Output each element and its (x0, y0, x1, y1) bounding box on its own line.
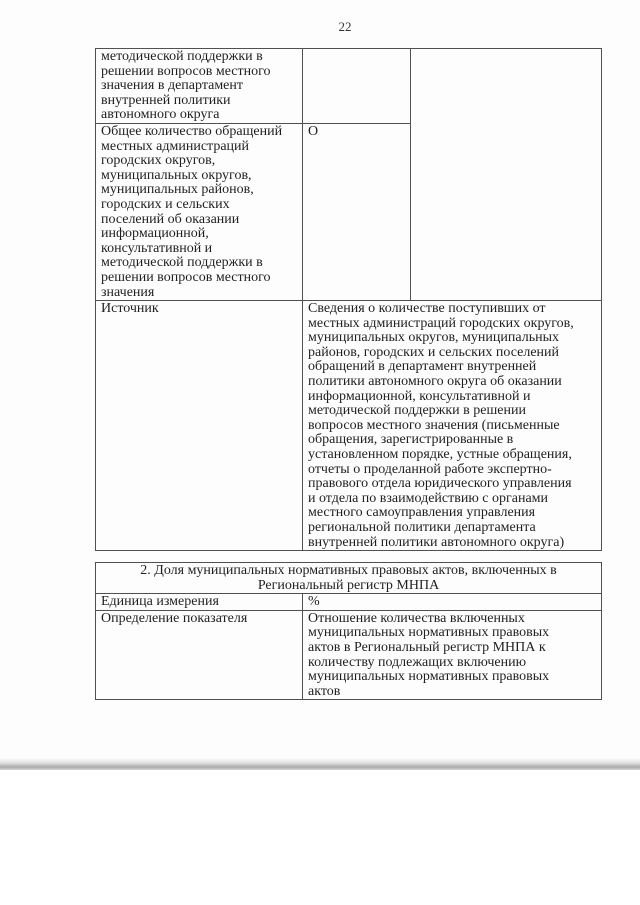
text-line: информационной, (101, 226, 209, 242)
merged-empty-cell (411, 49, 602, 301)
text-line: муниципальных округов, (101, 167, 252, 183)
text-line: Сведения о количестве поступивших от (308, 301, 546, 317)
unit-label: Единица измерения (101, 594, 219, 610)
definition-value-cell (303, 610, 602, 700)
text-line: значения (101, 284, 155, 300)
row2-value: О (308, 123, 319, 139)
text-line: региональной политики департамента (308, 520, 536, 535)
page-number: 22 (338, 19, 352, 34)
source-label: Источник (101, 301, 159, 317)
text-line: вопросов местного значения (письменные (308, 417, 560, 433)
table-row (96, 301, 602, 551)
text-line: методической поддержки в (101, 49, 263, 64)
text-line: местного самоуправления управления (308, 505, 536, 521)
text-line: поселений об оказании (101, 211, 240, 227)
text-line: районов, городских и сельских поселений (308, 344, 560, 360)
row1-value-cell (303, 49, 411, 124)
unit-label-cell (96, 594, 303, 611)
text-line: решении вопросов местного (101, 63, 271, 79)
source-label-cell (96, 301, 303, 551)
text-line: местных администраций городских округов, (308, 315, 574, 331)
table-row (96, 610, 602, 700)
text-line: установленном порядке, устные обращения, (308, 447, 572, 463)
text-line: обращений в департамент внутренней (308, 359, 537, 375)
text-line: правового отдела юридического управления (308, 476, 572, 492)
indicator-table-1 (95, 48, 602, 551)
text-line: консультативной и (101, 240, 213, 256)
text-line: политики автономного округа об оказании (308, 374, 562, 390)
indicator-table-2 (95, 562, 602, 700)
text-line: внутренней политики автономного округа) (308, 534, 565, 550)
indicator-title-line: 2. Доля муниципальных нормативных правовых актов, включенных в (140, 563, 557, 578)
text-line: информационной, консультативной и (308, 388, 531, 404)
text-line: муниципальных районов, (101, 182, 254, 198)
text-line: городских округов, (101, 153, 216, 169)
text-line: актов (308, 683, 341, 699)
text-line: актов в Региональный регистр МНПА к (308, 639, 546, 655)
text-line: количеству подлежащих включению (308, 654, 527, 670)
table-row (96, 594, 602, 611)
text-line: городских и сельских (101, 196, 230, 212)
table-row (96, 563, 602, 594)
text-line: муниципальных нормативных правовых (308, 625, 550, 641)
text-line: муниципальных округов, муниципальных (308, 330, 559, 346)
source-value-cell (303, 301, 602, 551)
row2-label-cell (96, 123, 303, 300)
text-line: методической поддержки в решении (308, 403, 526, 419)
text-line: обращения, зарегистрированные в (308, 432, 514, 448)
unit-value: % (308, 594, 320, 610)
text-line: муниципальных нормативных правовых (308, 669, 550, 685)
scan-page-edge (0, 758, 640, 770)
table-row (96, 49, 602, 124)
row2-value-cell (303, 123, 411, 300)
definition-label: Определение показателя (101, 610, 248, 626)
definition-label-cell (96, 610, 303, 700)
text-line: Общее количество обращений (101, 123, 283, 139)
text-line: автономного округа (101, 107, 220, 123)
indicator-title-cell (96, 563, 602, 594)
unit-value-cell (303, 594, 602, 611)
text-line: Отношение количества включенных (308, 610, 525, 626)
text-line: внутренней политики (101, 92, 231, 108)
text-line: и отдела по взаимодействию с органами (308, 490, 549, 506)
text-line: методической поддержки в (101, 255, 263, 271)
text-line: отчеты о проделанной работе экспертно- (308, 461, 552, 477)
row1-label-cell (96, 49, 303, 124)
text-line: решении вопросов местного (101, 269, 271, 285)
text-line: местных администраций (101, 138, 250, 154)
indicator-title-line: Региональный регистр МНПА (257, 577, 440, 593)
text-line: значения в департамент (101, 78, 244, 94)
